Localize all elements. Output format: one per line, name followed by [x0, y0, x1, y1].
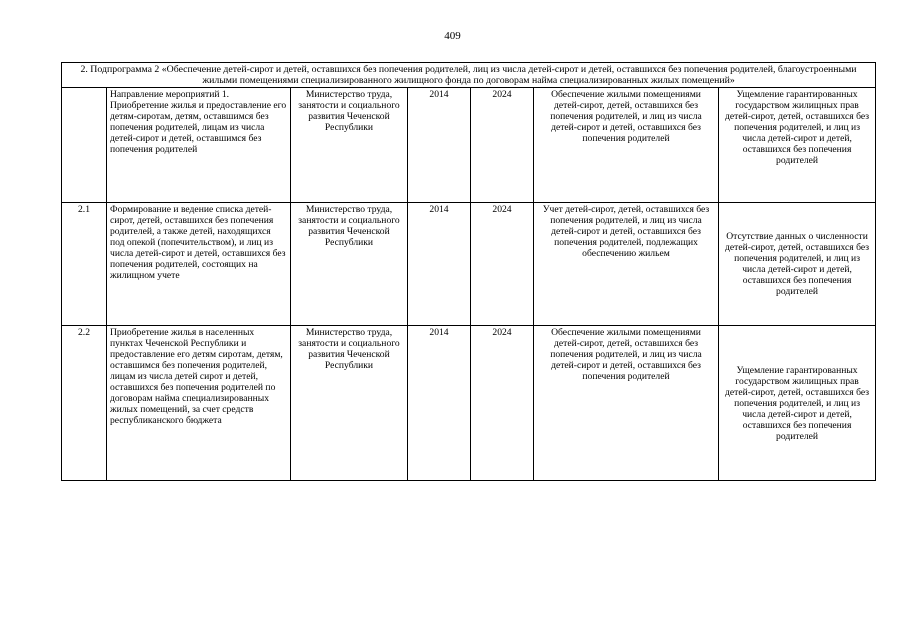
executor: Министерство труда, занятости и социального развития Чеченской Республики: [291, 203, 408, 326]
row-number: [62, 88, 107, 203]
table-row: [62, 88, 876, 203]
start-year: 2014: [408, 203, 471, 326]
consequence: Ущемление гарантированных государством жилищных прав детей-сирот, детей, оставшихся без попечения родителей, и лиц из числа детей-сирот и детей, оставшихся без попечения родителей: [719, 88, 876, 203]
section-header-row: [62, 63, 876, 88]
program-table: [61, 62, 876, 481]
end-year: 2024: [471, 203, 534, 326]
section-title: 2. Подпрограмма 2 «Обеспечение детей-сирот и детей, оставшихся без попечения родителей, лиц из числа детей-сирот и детей, оставшихся без попечения родителей, благоустроенными жилыми помещениями специализированного жилищного фонда по договорам найма специализированных жилых помещений»: [62, 63, 876, 88]
row-number: 2.1: [62, 203, 107, 326]
expected-result: Учет детей-сирот, детей, оставшихся без попечения родителей, и лиц из числа детей-сирот и детей, оставшихся без попечения родителей, подлежащих обеспечению жильем: [534, 203, 719, 326]
activity-name: Приобретение жилья в населенных пунктах Чеченской Республики и предоставление его детям сиротам, детям, оставшимся без попечения родителей, лицам из числа детей сирот и детей, оставшихся без попечения родителей по договорам найма специализированных жилых помещений, за счет средств республиканского бюджета: [107, 326, 291, 481]
consequence: Ущемление гарантированных государством жилищных прав детей-сирот, детей, оставшихся без попечения родителей, и лиц из числа детей-сирот и детей, оставшихся без попечения родителей: [719, 326, 876, 481]
page-number: 409: [444, 30, 461, 42]
start-year: 2014: [408, 326, 471, 481]
table-row: [62, 203, 876, 326]
activity-name: Направление мероприятий 1. Приобретение жилья и предоставление его детям-сиротам, детям, оставшимся без попечения родителей, лицам из числа детей-сирот и детей, оставшимся без попечения родителей: [107, 88, 291, 203]
expected-result: Обеспечение жилыми помещениями детей-сирот, детей, оставшихся без попечения родителей, и лиц из числа детей-сирот и детей, оставшихся без попечения родителей: [534, 326, 719, 481]
executor: Министерство труда, занятости и социального развития Чеченской Республики: [291, 326, 408, 481]
end-year: 2024: [471, 326, 534, 481]
table-row: [62, 326, 876, 481]
row-number: 2.2: [62, 326, 107, 481]
executor: Министерство труда, занятости и социального развития Чеченской Республики: [291, 88, 408, 203]
activity-name: Формирование и ведение списка детей-сирот, детей, оставшихся без попечения родителей, а также детей, находящихся под опекой (попечительством), и лиц из числа детей-сирот и детей, оставшихся без попечения родителей, состоящих на жилищном учете: [107, 203, 291, 326]
expected-result: Обеспечение жилыми помещениями детей-сирот, детей, оставшихся без попечения родителей, и лиц из числа детей-сирот и детей, оставшихся без попечения родителей: [534, 88, 719, 203]
start-year: 2014: [408, 88, 471, 203]
end-year: 2024: [471, 88, 534, 203]
consequence: Отсутствие данных о численности детей-сирот, детей, оставшихся без попечения родителей, и лиц из числа детей-сирот и детей, оставшихся без попечения родителей: [719, 203, 876, 326]
